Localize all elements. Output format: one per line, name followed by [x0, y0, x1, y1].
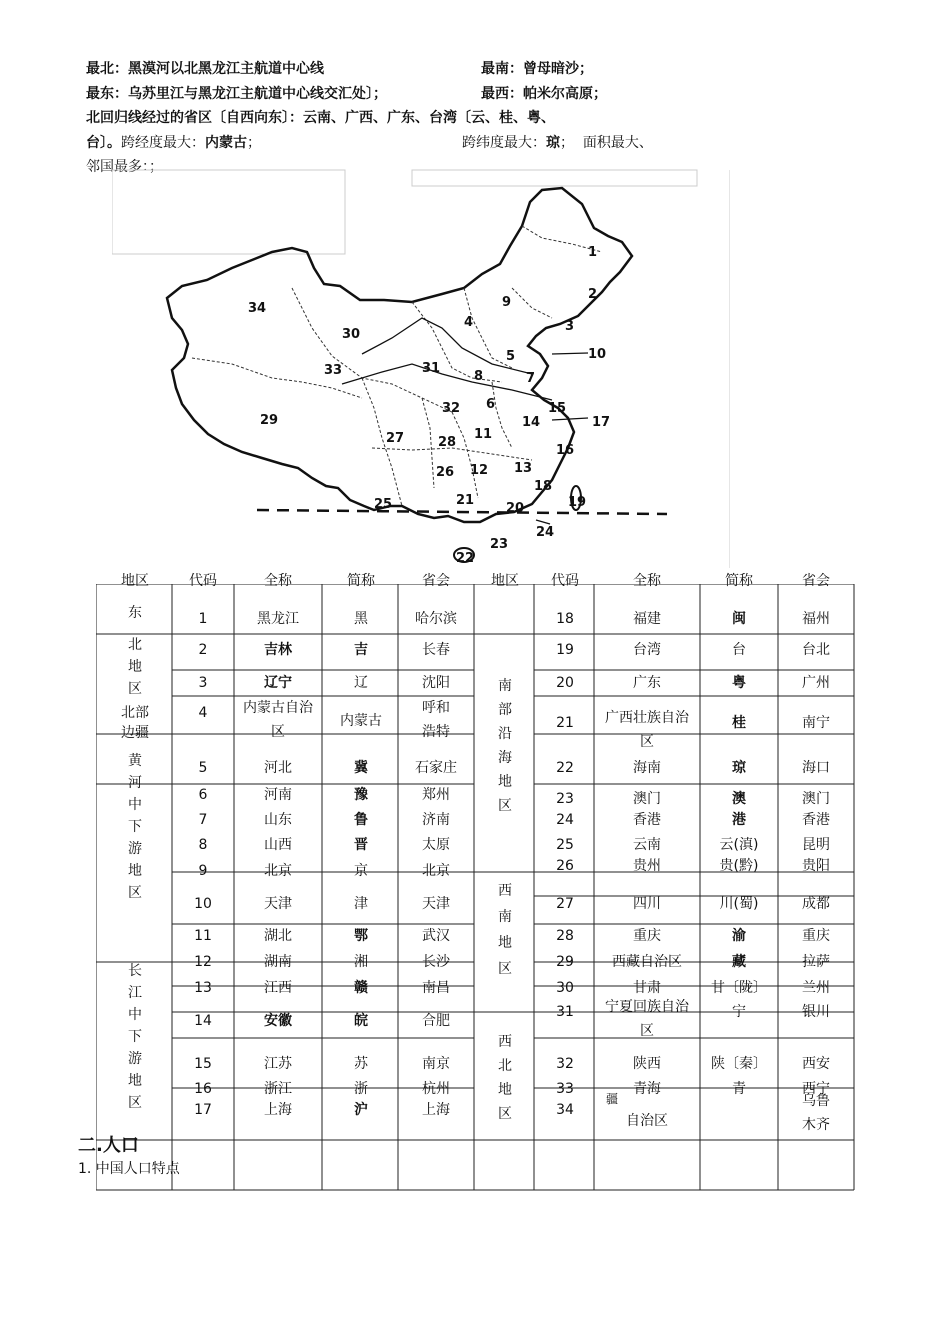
province-code: 34 — [556, 1102, 574, 1118]
section-title: 二.人口 — [78, 1135, 139, 1156]
province-capital: 上海 — [422, 1102, 450, 1118]
hdr-region-right: 地区 — [491, 573, 519, 589]
province-full-name: 重庆 — [633, 928, 661, 944]
province-capital: 太原 — [422, 837, 450, 853]
map-label-34: 34 — [248, 301, 267, 316]
province-capital: 乌鲁木齐 — [802, 1093, 830, 1133]
map-label-22: 22 — [456, 551, 475, 566]
semicolon-1: ； — [247, 135, 261, 151]
map-label-15: 15 — [548, 401, 567, 416]
province-full-name: 疆 — [605, 1092, 619, 1106]
map-label-28: 28 — [438, 435, 457, 450]
hdr-full-left: 全称 — [264, 573, 292, 589]
province-abbr: 鲁 — [354, 812, 368, 828]
south-extreme: 最南：曾母暗沙； — [481, 61, 593, 77]
region-yellow-river: 黄河中下游地区 — [128, 753, 142, 901]
province-full-name: 宁夏回族自治区 — [605, 999, 689, 1039]
province-code: 30 — [556, 980, 574, 996]
province-abbr: 吉 — [354, 642, 368, 658]
section-item-1: 1. 中国人口特点 — [78, 1161, 180, 1177]
province-code: 15 — [194, 1056, 212, 1072]
province-full-name: 北京 — [264, 863, 292, 879]
hdr-code-left: 代码 — [189, 573, 217, 589]
province-capital: 杭州 — [422, 1081, 450, 1097]
map-frame-top — [412, 170, 697, 186]
province-code: 31 — [556, 1004, 574, 1020]
map-label-2: 2 — [588, 287, 598, 302]
province-abbr: 闽 — [732, 611, 746, 627]
province-code: 29 — [556, 954, 574, 970]
province-abbr: 港 — [732, 812, 746, 828]
province-abbr: 云(滇) — [719, 837, 759, 853]
province-full-name: 台湾 — [633, 642, 661, 658]
province-abbr: 京 — [354, 863, 368, 879]
province-capital: 广州 — [802, 675, 830, 691]
province-capital: 拉萨 — [802, 954, 830, 970]
province-capital: 呼和浩特 — [422, 700, 450, 740]
map-label-7: 7 — [526, 371, 536, 386]
tropic-tail: 台〕。 — [86, 135, 121, 151]
map-label-8: 8 — [474, 369, 484, 384]
province-capital: 成都 — [802, 896, 830, 912]
region-northeast: 北地区 — [128, 637, 142, 697]
province-full-name: 西藏自治区 — [612, 954, 682, 970]
region-yangtze: 长江中下游地区 — [128, 963, 142, 1111]
map-label-14: 14 — [522, 415, 541, 430]
province-abbr: 浙 — [354, 1081, 368, 1097]
arrow-10 — [552, 353, 588, 354]
province-full-name: 河北 — [264, 760, 292, 776]
province-code: 20 — [556, 675, 574, 691]
map-label-26: 26 — [436, 465, 455, 480]
province-capital: 贵阳 — [802, 858, 830, 874]
map-label-25: 25 — [374, 497, 393, 512]
latitude-line — [462, 134, 653, 152]
province-abbr: 皖 — [354, 1013, 368, 1029]
hdr-code-right: 代码 — [551, 573, 579, 589]
province-abbr: 陕〔秦〕 — [711, 1056, 767, 1072]
province-capital: 天津 — [422, 896, 450, 912]
hdr-cap-right: 省会 — [802, 573, 830, 589]
map-label-17: 17 — [592, 415, 611, 430]
province-abbr: 内蒙古 — [340, 713, 382, 729]
longitude-answer: 内蒙古 — [205, 135, 247, 151]
map-label-16: 16 — [556, 443, 575, 458]
map-label-3: 3 — [565, 319, 575, 334]
province-full-name: 云南 — [633, 837, 661, 853]
neighbors-line: 邻国最多：； — [86, 159, 163, 175]
hdr-cap-left: 省会 — [422, 573, 450, 589]
province-abbr: 苏 — [354, 1056, 368, 1072]
province-capital: 银川 — [802, 1004, 830, 1020]
province-full-name: 福建 — [633, 611, 661, 627]
province-code: 3 — [198, 675, 208, 691]
province-capital: 台北 — [802, 642, 830, 658]
china-province-map — [112, 168, 730, 568]
region-east: 东 — [128, 605, 142, 621]
province-capital: 北京 — [422, 863, 450, 879]
province-capital: 济南 — [422, 812, 450, 828]
province-full-name: 海南 — [633, 760, 661, 776]
map-label-10: 10 — [588, 347, 607, 362]
province-capital: 合肥 — [422, 1013, 450, 1029]
map-label-19: 19 — [568, 495, 587, 510]
province-full-name: 河南 — [264, 787, 292, 803]
province-full-name: 甘肃 — [633, 980, 661, 996]
map-label-27: 27 — [386, 431, 405, 446]
province-code: 9 — [198, 863, 208, 879]
province-code: 26 — [556, 858, 574, 874]
province-code: 21 — [556, 715, 574, 731]
province-capital: 重庆 — [802, 928, 830, 944]
province-abbr: 豫 — [354, 787, 368, 803]
province-boundaries — [192, 226, 602, 506]
province-capital: 郑州 — [422, 787, 450, 803]
province-full-name: 安徽 — [264, 1013, 292, 1029]
province-full-name: 四川 — [633, 896, 661, 912]
map-label-33: 33 — [324, 363, 343, 378]
province-capital: 哈尔滨 — [415, 611, 457, 627]
province-full-name: 广东 — [633, 675, 661, 691]
map-label-1: 1 — [588, 245, 598, 260]
province-code: 32 — [556, 1056, 574, 1072]
west-extreme: 最西：帕米尔高原； — [481, 86, 607, 102]
province-abbr: 晋 — [354, 837, 368, 853]
province-full-name: 浙江 — [264, 1081, 292, 1097]
province-abbr: 贵(黔) — [719, 858, 759, 874]
province-abbr: 沪 — [354, 1102, 368, 1118]
china-outline — [167, 188, 632, 522]
province-full-name: 内蒙古自治区 — [243, 700, 313, 740]
map-label-21: 21 — [456, 493, 475, 508]
province-abbr: 青 — [732, 1081, 746, 1097]
region-northwest: 西北地区 — [498, 1034, 512, 1122]
province-code: 14 — [194, 1013, 212, 1029]
map-label-11: 11 — [474, 427, 493, 442]
north-extreme: 最北：黑漠河以北黑龙江主航道中心线 — [86, 61, 324, 77]
province-code: 13 — [194, 980, 212, 996]
map-label-6: 6 — [486, 397, 496, 412]
province-abbr: 澳 — [732, 791, 746, 807]
province-abbr: 黑 — [354, 611, 368, 627]
province-code: 6 — [198, 787, 208, 803]
province-code: 17 — [194, 1102, 212, 1118]
province-abbr: 甘〔陇〕 — [711, 980, 767, 996]
province-code: 27 — [556, 896, 574, 912]
hdr-full-right: 全称 — [633, 573, 661, 589]
province-capital: 澳门 — [802, 791, 830, 807]
extent-line — [86, 134, 261, 152]
province-capital: 南京 — [422, 1056, 450, 1072]
province-abbr: 台 — [732, 642, 746, 658]
map-label-5: 5 — [506, 349, 516, 364]
province-abbr: 赣 — [354, 980, 368, 996]
province-full-name: 陕西 — [633, 1056, 661, 1072]
province-full-name: 青海 — [633, 1081, 661, 1097]
map-label-4: 4 — [464, 315, 474, 330]
semicolon-2: ； — [560, 135, 574, 151]
yangtze-river — [342, 364, 552, 400]
province-capital: 西安 — [802, 1056, 830, 1072]
province-full-name: 吉林 — [264, 642, 292, 658]
map-label-9: 9 — [502, 295, 512, 310]
province-code: 16 — [194, 1081, 212, 1097]
province-code: 25 — [556, 837, 574, 853]
map-label-12: 12 — [470, 463, 489, 478]
province-capital: 海口 — [802, 760, 830, 776]
province-capital: 长沙 — [422, 954, 450, 970]
province-code: 12 — [194, 954, 212, 970]
province-code: 22 — [556, 760, 574, 776]
province-capital: 南宁 — [802, 715, 830, 731]
province-full-name: 天津 — [264, 896, 292, 912]
province-full-name: 湖南 — [264, 954, 292, 970]
province-abbr: 冀 — [354, 760, 368, 776]
hdr-abbr-right: 简称 — [725, 573, 753, 589]
province-capital: 兰州 — [802, 980, 830, 996]
province-capital: 石家庄 — [415, 760, 457, 776]
province-full-name: 江西 — [264, 980, 292, 996]
province-abbr: 湘 — [354, 954, 368, 970]
map-label-24: 24 — [536, 525, 555, 540]
region-south-coast: 南部沿海地区 — [498, 678, 512, 814]
latitude-label: 跨纬度最大： — [462, 135, 546, 151]
hdr-abbr-left: 简称 — [347, 573, 375, 589]
map-label-18: 18 — [534, 479, 553, 494]
province-full-name: 贵州 — [633, 858, 661, 874]
province-full-name: 山东 — [264, 812, 292, 828]
tropic-of-cancer-line — [257, 510, 667, 514]
province-full-name-suffix: 自治区 — [626, 1113, 668, 1129]
province-abbr: 川(蜀) — [719, 896, 759, 912]
province-code: 11 — [194, 928, 212, 944]
province-code: 24 — [556, 812, 574, 828]
hdr-region-left: 地区 — [121, 573, 149, 589]
province-code: 1 — [198, 611, 208, 627]
map-label-31: 31 — [422, 361, 441, 376]
area-label: 面积最大、 — [582, 135, 653, 151]
province-capital: 香港 — [802, 812, 830, 828]
province-full-name: 黑龙江 — [257, 611, 299, 627]
tropic-line-provinces: 北回归线经过的省区〔自西向东〕：云南、广西、广东、台湾〔云、桂、粤、 — [86, 110, 555, 126]
province-code: 28 — [556, 928, 574, 944]
province-full-name: 辽宁 — [264, 675, 292, 691]
province-capital: 福州 — [802, 611, 830, 627]
province-full-name: 香港 — [633, 812, 661, 828]
map-frame-left — [112, 170, 345, 254]
province-capital: 武汉 — [422, 928, 450, 944]
province-code: 33 — [556, 1081, 574, 1097]
province-code: 2 — [198, 642, 208, 658]
longitude-label: 跨经度最大： — [121, 135, 205, 151]
province-abbr: 辽 — [354, 675, 368, 691]
region-southwest: 西南地区 — [498, 883, 512, 977]
province-full-name: 广西壮族自治区 — [605, 710, 689, 750]
province-capital: 长春 — [422, 642, 450, 658]
province-code: 23 — [556, 791, 574, 807]
province-code: 18 — [556, 611, 574, 627]
province-code: 19 — [556, 642, 574, 658]
province-code: 5 — [198, 760, 208, 776]
province-capital: 昆明 — [802, 837, 830, 853]
province-full-name: 山西 — [264, 837, 292, 853]
east-extreme: 最东：乌苏里江与黑龙江主航道中心线交汇处〕； — [86, 86, 387, 102]
map-label-13: 13 — [514, 461, 533, 476]
map-label-29: 29 — [260, 413, 279, 428]
map-label-30: 30 — [342, 327, 361, 342]
province-full-name: 江苏 — [264, 1056, 292, 1072]
province-code: 7 — [198, 812, 208, 828]
province-full-name: 上海 — [264, 1102, 292, 1118]
province-code: 8 — [198, 837, 208, 853]
province-abbr: 鄂 — [354, 928, 368, 944]
province-abbr: 渝 — [732, 928, 746, 944]
province-abbr: 宁 — [732, 1004, 746, 1020]
province-full-name: 湖北 — [264, 928, 292, 944]
map-label-20: 20 — [506, 501, 525, 516]
map-label-32: 32 — [442, 401, 461, 416]
province-abbr: 琼 — [732, 760, 746, 776]
province-abbr: 藏 — [732, 954, 746, 970]
province-capital: 西宁 — [802, 1081, 830, 1097]
region-north-border: 北部边疆 — [121, 705, 149, 741]
province-abbr: 粤 — [732, 675, 746, 691]
province-capital: 南昌 — [422, 980, 450, 996]
arrow-24 — [536, 520, 550, 524]
province-capital: 沈阳 — [422, 675, 450, 691]
province-code: 10 — [194, 896, 212, 912]
latitude-answer: 琼 — [546, 135, 560, 151]
province-abbr: 桂 — [732, 715, 746, 731]
map-label-23: 23 — [490, 537, 509, 552]
province-code: 4 — [198, 705, 208, 721]
province-full-name: 澳门 — [633, 791, 661, 807]
province-abbr: 津 — [354, 896, 368, 912]
